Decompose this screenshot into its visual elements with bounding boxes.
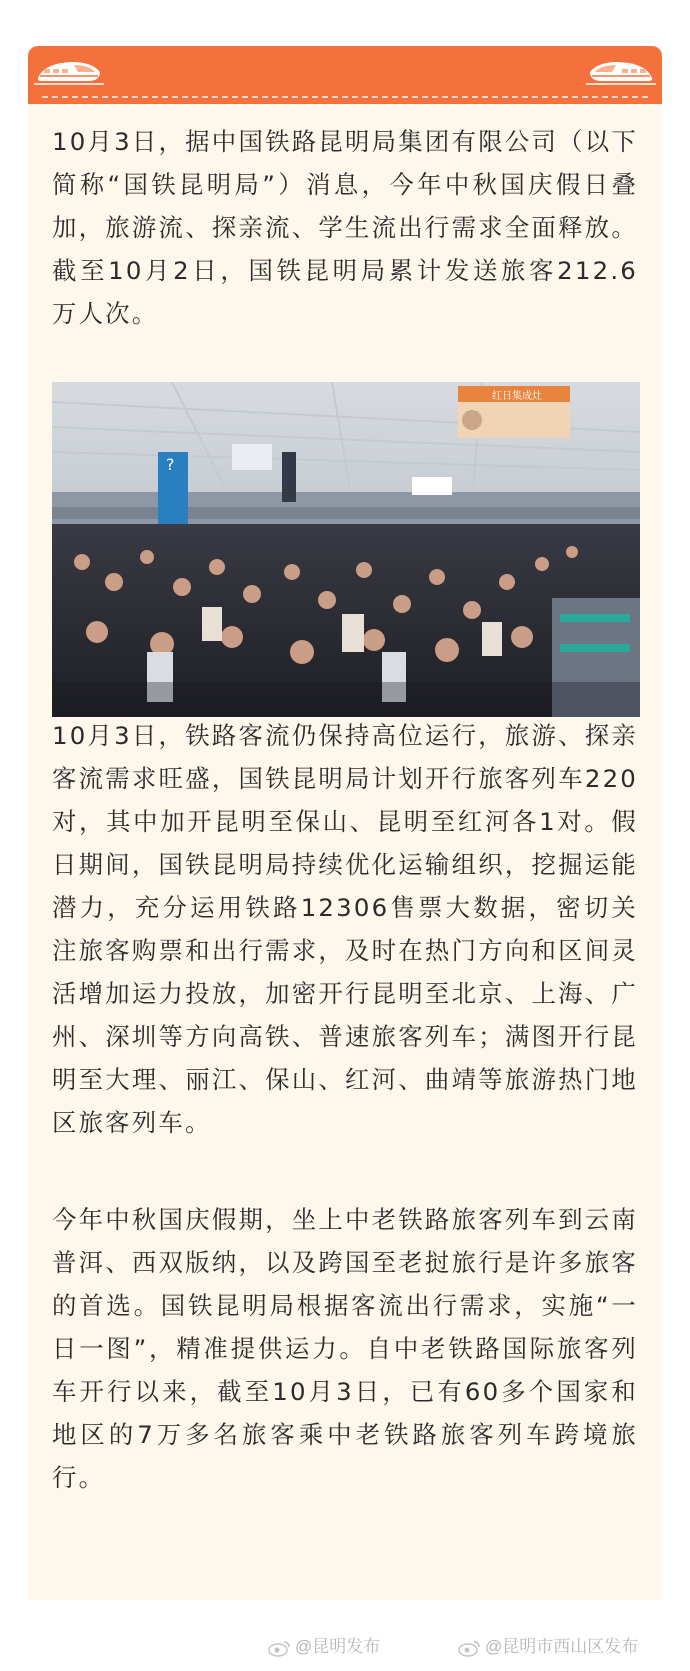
article-body-continued: [52, 714, 638, 1144]
watermark-2-text: @昆明市西山区发布: [485, 1637, 639, 1656]
high-speed-train-icon: [34, 54, 104, 88]
high-speed-train-icon: [586, 54, 656, 88]
watermark-1-text: @昆明发布: [295, 1637, 381, 1656]
article-body-end: [52, 1198, 638, 1499]
watermark-2: [458, 1632, 638, 1657]
billboard-text: 红日集成灶: [492, 391, 542, 402]
header-banner: [28, 46, 662, 104]
paragraph-2: 10月3日，铁路客流仍保持高位运行，旅游、探亲客流需求旺盛，国铁昆明局计划开行旅客列车220对，其中加开昆明至保山、昆明至红河各1对。假日期间，国铁昆明局持续优化运输组织，挖掘运能潜力，充分运用铁路12306售票大数据，密切关注旅客购票和出行需求，及时在热门方向和区间灵活增加运力投放，加密开行昆明至北京、上海、广州、深圳等方向高铁、普速旅客列车；满图开行昆明至大理、丽江、保山、红河、曲靖等旅游热门地区旅客列车。: [52, 721, 638, 1137]
weibo-icon: [458, 1639, 482, 1657]
watermark-1: [268, 1632, 380, 1657]
article-card: [28, 46, 662, 1600]
weibo-icon: [268, 1639, 292, 1657]
paragraph-3: 今年中秋国庆假期，坐上中老铁路旅客列车到云南普洱、西双版纳，以及跨国至老挝旅行是许多旅客的首选。国铁昆明局根据客流出行需求，实施“一日一图”，精准提供运力。自中老铁路国际旅客列车开行以来，截至10月3日，已有60多个国家和地区的7万多名旅客乘中老铁路旅客列车跨境旅行。: [52, 1205, 638, 1492]
article-body: [52, 120, 638, 335]
paragraph-1: 10月3日，据中国铁路昆明局集团有限公司（以下简称“国铁昆明局”）消息，今年中秋国庆假日叠加，旅游流、探亲流、学生流出行需求全面释放。截至10月2日，国铁昆明局累计发送旅客212.6万人次。: [52, 127, 638, 328]
station-crowd-photo: [52, 382, 640, 717]
banner-dashed-divider: [42, 96, 648, 98]
info-sign-text: ?: [166, 455, 175, 474]
